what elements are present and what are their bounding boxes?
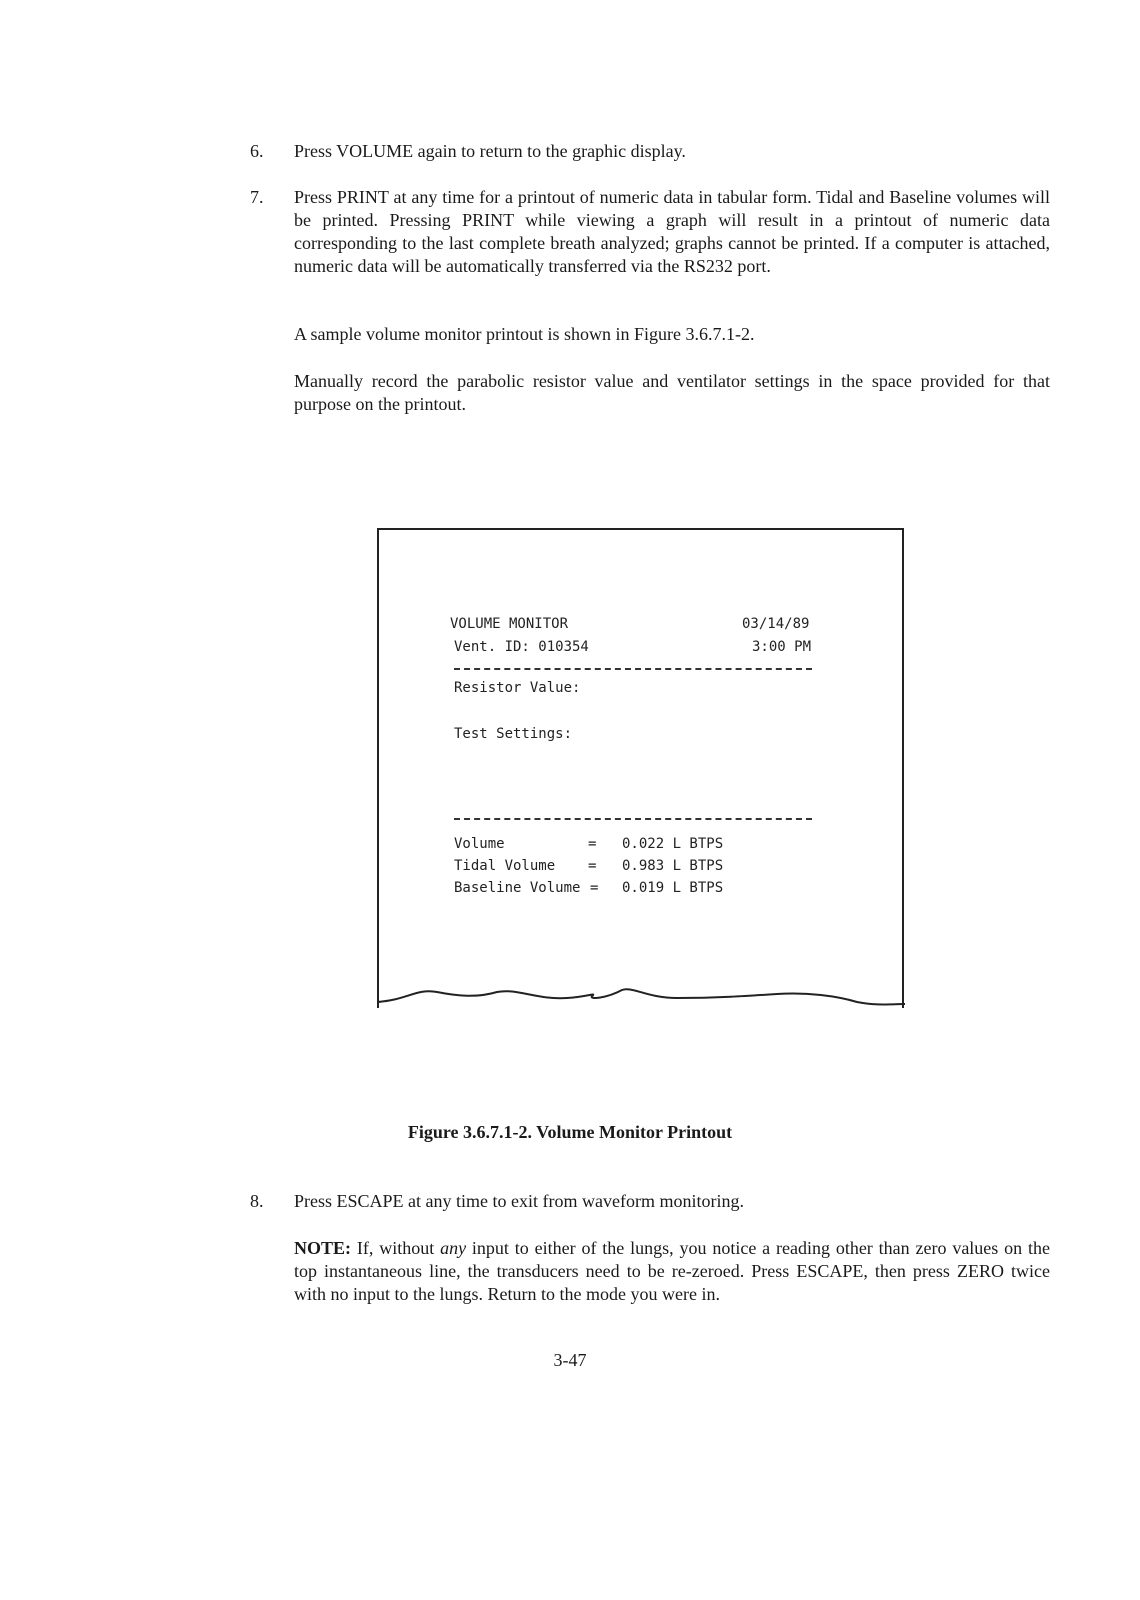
printout-vent-id: Vent. ID: 010354 [454,639,589,655]
volume-eq: = [588,836,597,852]
step-6 [250,140,1050,163]
printout-frame [377,528,904,1008]
page-number: 3-47 [553,1350,587,1370]
step-8 [250,1190,1050,1213]
printout-title: VOLUME MONITOR [450,616,569,632]
printout-date: 03/14/89 [742,616,810,632]
tidal-volume-eq: = [588,858,597,874]
step-number: 8. [250,1191,264,1211]
step-text: Press PRINT at any time for a printout of numeric data in tabular form. Tidal and Baseline volumes will be printed. Pressing PRINT while viewing a graph will result in a printout of numeric data corresponding to the last complete breath analyzed; graphs cannot be printed. If a computer is attached, numeric data will be automatically transferred via the RS232 port. [294,187,1050,276]
note-paragraph [294,1237,1050,1306]
step-text: Press ESCAPE at any time to exit from waveform monitoring. [294,1191,744,1211]
note-head: NOTE: [294,1238,352,1258]
sample-paragraph: A sample volume monitor printout is shown in Figure 3.6.7.1-2. [294,324,755,344]
note-emphasis: any [440,1238,467,1258]
step-number: 7. [250,187,264,207]
note-post: input to either of the lungs, you notice a reading other than zero values on the top instantaneous line, the transducers need to be re-zeroed. Press ESCAPE, then press ZERO twice with no input to the lungs. Return to the mode you were in. [294,1238,1050,1304]
baseline-volume-eq: = [590,880,599,896]
baseline-volume-value: 0.019 L BTPS [622,880,724,896]
tidal-volume-label: Tidal Volume [454,858,556,874]
figure-caption: Figure 3.6.7.1-2. Volume Monitor Printout [407,1122,733,1142]
tidal-volume-value: 0.983 L BTPS [622,858,724,874]
manual-paragraph: Manually record the parabolic resistor value and ventilator settings in the space provided for that purpose on the printout. [294,371,1050,414]
volume-label: Volume [454,836,505,852]
printout-time: 3:00 PM [752,639,812,655]
test-settings-label: Test Settings: [454,726,573,742]
note-pre: If, without [351,1238,441,1258]
step-7 [250,186,1050,278]
divider [454,668,812,670]
divider [454,818,812,820]
resistor-value-label: Resistor Value: [454,680,581,696]
step-text: Press VOLUME again to return to the graphic display. [294,141,686,161]
step-number: 6. [250,141,264,161]
torn-edge-icon [377,978,907,1018]
baseline-volume-label: Baseline Volume [454,880,581,896]
volume-value: 0.022 L BTPS [622,836,724,852]
